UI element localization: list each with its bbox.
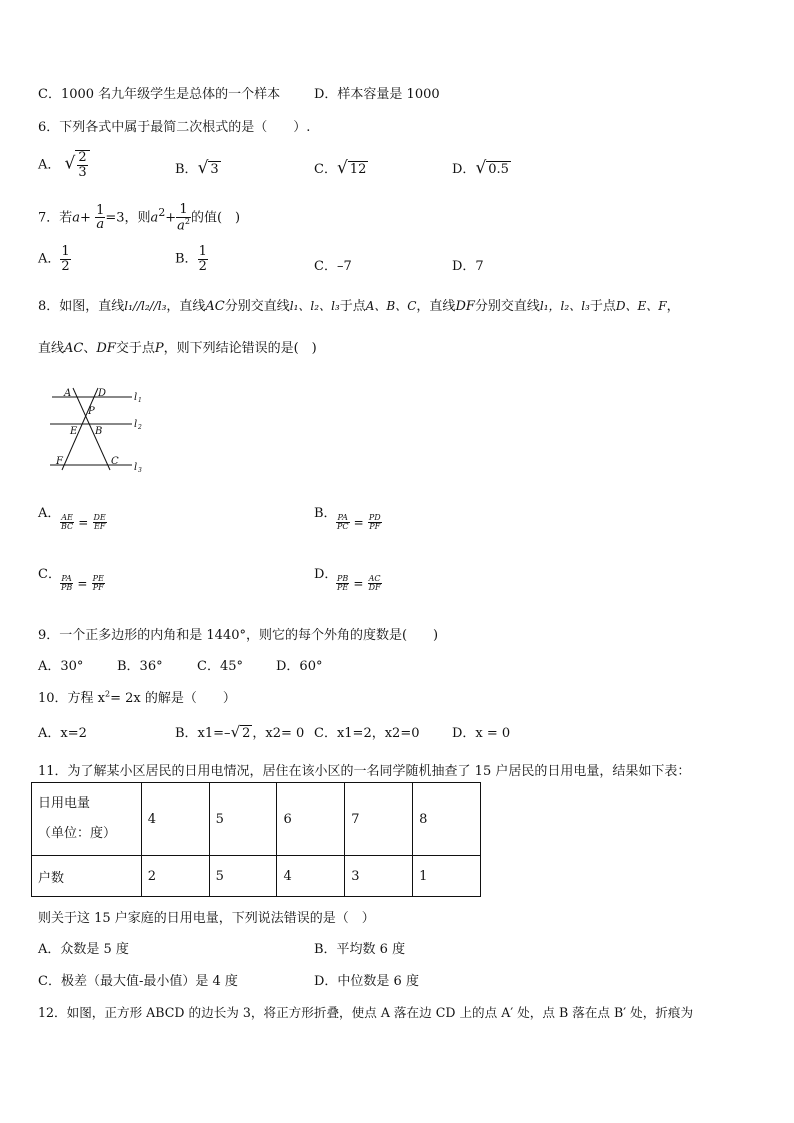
option-label: B． — [175, 251, 198, 267]
table-cell: 8 — [413, 783, 481, 856]
q8-option-b-label: B． — [314, 506, 337, 521]
text: 交于点 — [115, 341, 155, 356]
text: 8．如图，直线 — [38, 299, 125, 314]
q8-option-c-expr — [60, 575, 105, 593]
q11-option-a: A．众数是 5 度 — [38, 942, 129, 957]
text: 10．方程 x — [38, 691, 106, 706]
numerator: 1 — [61, 244, 70, 259]
numerator: 1 — [198, 244, 207, 259]
table-row — [32, 783, 481, 856]
equals: = — [78, 515, 89, 530]
label-l3: l — [134, 462, 138, 473]
q11-option-c: C．极差（最大值-最小值）是 4 度 — [38, 974, 238, 989]
text: ，直线 — [416, 299, 456, 314]
q6-option-a — [38, 150, 90, 179]
numerator: AE — [61, 513, 73, 522]
exponent: 2 — [158, 205, 166, 219]
math: A、B、C — [365, 299, 417, 313]
radicand: 3 — [210, 162, 219, 177]
q10-stem — [38, 687, 236, 706]
label-d: D — [98, 388, 107, 399]
q8-option-a-label: A． — [38, 506, 61, 521]
equals: = — [353, 576, 364, 591]
var: a — [150, 210, 159, 226]
radicand: 0.5 — [488, 162, 509, 177]
q7-option-a — [38, 245, 71, 273]
q9-option-b: B．36° — [117, 659, 163, 674]
sqrt-sign: √ — [197, 158, 209, 178]
q6-option-d — [452, 158, 511, 178]
label-a: A — [64, 388, 72, 399]
q10-option-c: C．x1=2，x2=0 — [314, 726, 420, 741]
option-label: A． — [38, 157, 61, 173]
numerator: DE — [93, 513, 106, 522]
denominator: BC — [61, 522, 74, 532]
q7-option-b — [175, 245, 208, 273]
op: + — [80, 210, 91, 226]
numerator: PD — [368, 513, 381, 522]
line-df — [62, 388, 98, 470]
text: 7．若 — [38, 210, 73, 226]
q12-stem: 12．如图，正方形 ABCD 的边长为 3，将正方形折叠，使点 A 落在边 CD 上的点 A′ 处，点 B 落在点 B′ 处，折痕为 — [38, 1005, 694, 1020]
q8-option-d-label: D． — [314, 567, 338, 582]
text: 直线 — [38, 341, 65, 356]
text: 分别交直线 — [474, 299, 540, 314]
denominator: 2 — [198, 258, 207, 274]
denominator: PF — [92, 583, 104, 593]
electricity-table — [31, 782, 481, 897]
text: ， — [666, 299, 680, 314]
op: + — [165, 210, 177, 226]
table-cell: 4 — [141, 783, 209, 856]
text: ，直线 — [166, 299, 206, 314]
math: P — [154, 341, 164, 356]
text: =3，则 — [105, 210, 151, 226]
line-ac — [73, 388, 110, 470]
table-cell: 7 — [345, 783, 413, 856]
sqrt-sign: √ — [230, 723, 241, 741]
denominator: 3 — [78, 164, 87, 180]
q6-option-c — [314, 158, 368, 178]
denominator: PE — [337, 583, 349, 593]
text: B．x1=– — [175, 726, 231, 741]
q9-option-d: D．60° — [276, 659, 323, 674]
q6-option-b — [175, 158, 221, 178]
numerator: 1 — [176, 203, 191, 218]
text: 于点 — [589, 299, 616, 314]
math: l₁//l₂//l₃ — [124, 299, 167, 313]
table-cell: 6 — [277, 783, 345, 856]
numerator: PB — [337, 574, 349, 583]
table-header-cell: 户数 — [32, 856, 142, 897]
numerator: PE — [92, 574, 104, 583]
denominator: PF — [369, 522, 381, 532]
label-e: E — [70, 426, 78, 437]
q10-option-a: A．x=2 — [38, 726, 87, 741]
text: ，则下列结论错误的是( ) — [163, 341, 317, 356]
equals: = — [353, 515, 364, 530]
q11-stem: 11．为了解某小区居民的日用电情况，居住在该小区的一名同学随机抽查了 15 户居民的日用电量，结果如下表： — [38, 764, 691, 779]
numerator: PA — [337, 513, 348, 522]
q6-stem: 6．下列各式中属于最简二次根式的是（ ）. — [38, 120, 311, 135]
var: a — [72, 210, 81, 226]
q9-stem: 9．一个正多边形的内角和是 1440°，则它的每个外角的度数是( ) — [38, 628, 439, 643]
option-label: C． — [314, 162, 337, 177]
table-cell: 1 — [413, 856, 481, 897]
sqrt-sign: √ — [336, 158, 348, 178]
q7-stem — [38, 203, 240, 233]
table-cell: 5 — [209, 783, 277, 856]
label-b: B — [95, 426, 103, 437]
denominator: a — [96, 217, 105, 233]
text: 于点 — [339, 299, 366, 314]
text: 、 — [83, 341, 97, 356]
q7-option-d: D．7 — [452, 259, 484, 274]
option-label: D． — [452, 162, 476, 177]
header-line: 日用电量 — [38, 796, 91, 811]
numerator: 2 — [78, 150, 87, 165]
label-p: P — [88, 406, 95, 417]
q8-option-c-label: C． — [38, 567, 61, 582]
q8-stem-line1 — [38, 295, 680, 314]
radicand: 2 — [242, 726, 251, 741]
table-header-cell — [32, 783, 142, 856]
q8-option-a-expr — [60, 514, 107, 532]
label-c: C — [111, 456, 119, 467]
table-cell: 5 — [209, 856, 277, 897]
q9-option-c: C．45° — [197, 659, 243, 674]
option-label: B． — [175, 162, 198, 177]
sqrt-sign: √ — [64, 153, 76, 174]
denominator: PB — [61, 583, 73, 593]
denominator: DF — [368, 583, 381, 593]
sqrt-sign: √ — [475, 158, 487, 178]
denominator: EF — [93, 522, 106, 532]
label-l2-sub: 2 — [138, 424, 142, 431]
text: ，x2= 0 — [252, 726, 305, 741]
exponent: 2 — [105, 689, 111, 699]
q10-option-d: D．x = 0 — [452, 726, 511, 741]
numerator: AC — [368, 574, 381, 583]
var: a — [177, 217, 185, 233]
math: l₁、l₂、l₃ — [289, 299, 340, 313]
label-f: F — [56, 456, 63, 467]
table-cell: 2 — [141, 856, 209, 897]
parallel-lines-figure — [40, 380, 150, 480]
denominator: 2 — [61, 258, 70, 274]
label-l1: l — [134, 392, 138, 403]
q8-stem-line2 — [38, 337, 317, 356]
math: l₁，l₂、l₃ — [539, 299, 590, 313]
q5-option-d: D．样本容量是 1000 — [314, 87, 440, 102]
q11-option-b: B．平均数 6 度 — [314, 942, 406, 957]
header-line: （单位：度） — [38, 826, 117, 841]
text: 分别交直线 — [224, 299, 290, 314]
math: AC — [64, 341, 84, 356]
option-label: A． — [38, 251, 61, 267]
label-l3-sub: 3 — [138, 467, 142, 474]
radicand: 12 — [349, 162, 367, 177]
text: 的值( ) — [190, 210, 241, 226]
math: DF — [455, 299, 475, 314]
numerator: PA — [61, 574, 72, 583]
label-l1-sub: 1 — [138, 397, 142, 404]
q11-option-d: D．中位数是 6 度 — [314, 974, 419, 989]
label-l2: l — [134, 419, 138, 430]
math: DF — [96, 341, 116, 356]
text: = 2x 的解是（ ） — [110, 691, 236, 706]
q9-option-a: A．30° — [38, 659, 84, 674]
numerator: 1 — [96, 202, 105, 218]
math: AC — [205, 299, 225, 314]
equals: = — [77, 576, 88, 591]
q11-question: 则关于这 15 户家庭的日用电量，下列说法错误的是（ ） — [38, 911, 375, 926]
math: D、E、F — [615, 299, 667, 313]
q7-option-c: C．–7 — [314, 259, 352, 274]
table-row — [32, 856, 481, 897]
exponent: 2 — [184, 216, 190, 226]
q10-option-b — [175, 722, 304, 741]
q8-option-d-expr — [336, 575, 382, 593]
table-cell: 4 — [277, 856, 345, 897]
q5-option-c: C．1000 名九年级学生是总体的一个样本 — [38, 87, 281, 102]
table-cell: 3 — [345, 856, 413, 897]
denominator: PC — [337, 522, 349, 532]
q8-option-b-expr — [336, 514, 382, 532]
